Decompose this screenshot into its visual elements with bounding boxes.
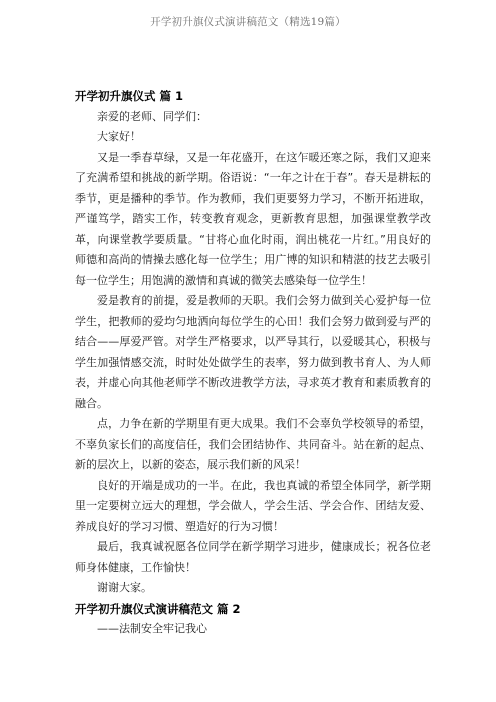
paragraph: 点，力争在新的学期里有更大成果。我们不会辜负学校领导的希望，不辜负家长们的高度信任，我们会团结协作、共同奋斗。站在新的起点、新的层次上，以新的姿态，展示我们新的风采！ [75, 417, 431, 471]
paragraph: 爱是教育的前提，爱是教师的天职。我们会努力做到关心爱护每一位学生，把教师的爱均匀地洒向每位学生的心田！我们会努力做到爱与严的结合——厚爱严管。对学生严格要求，以严导其行，以爱暖其心，积极与学生加强情感交流，时时处处做学生的表率，努力做到教书育人、为人师表，并虚心向其他老师学不断改进教学方法，寻求英才教育和素质教育的融合。 [75, 294, 431, 410]
paragraph: 大家好！ [97, 130, 141, 143]
section-heading: 开学初升旗仪式 篇 1 [75, 89, 184, 103]
paragraph: ——法制安全牢记我心 [97, 622, 207, 635]
paragraph: 谢谢大家。 [97, 581, 152, 594]
document-title: 开学初升旗仪式演讲稿范文（精选19篇） [150, 16, 346, 28]
paragraph: 亲爱的老师、同学们： [97, 109, 207, 123]
document-body [75, 86, 431, 640]
paragraph: 又是一季春草绿，又是一年花盛开，在这乍暖还寒之际，我们又迎来了充满希望和挑战的新学期。俗语说：“一年之计在于春”。春天是耕耘的季节，更是播种的季节。作为教师，我们更要努力学习，不断开拓进取，严谨笃学，踏实工作，转变教育观念，更新教育思想，加强课堂教学改革，向课堂教学要质量。“甘将心血化时雨，润出桃花一片红。”用良好的师德和高尚的情操去感化每一位学生；用广博的知识和精湛的技艺去吸引每一位学生；用饱满的激情和真诚的微笑去感染每一位学生！ [75, 150, 431, 287]
section-heading: 开学初升旗仪式演讲稿范文 篇 2 [75, 601, 241, 616]
paragraph: 良好的开端是成功的一半。在此，我也真诚的希望全体同学，新学期里一定要树立远大的理想，学会做人，学会生活、学会合作、团结友爱、养成良好的学习习惯、塑造好的行为习惯！ [75, 478, 431, 533]
paragraph: 最后，我真诚祝愿各位同学在新学期学习进步，健康成长；祝各位老师身体健康，工作愉快！ [75, 540, 431, 574]
